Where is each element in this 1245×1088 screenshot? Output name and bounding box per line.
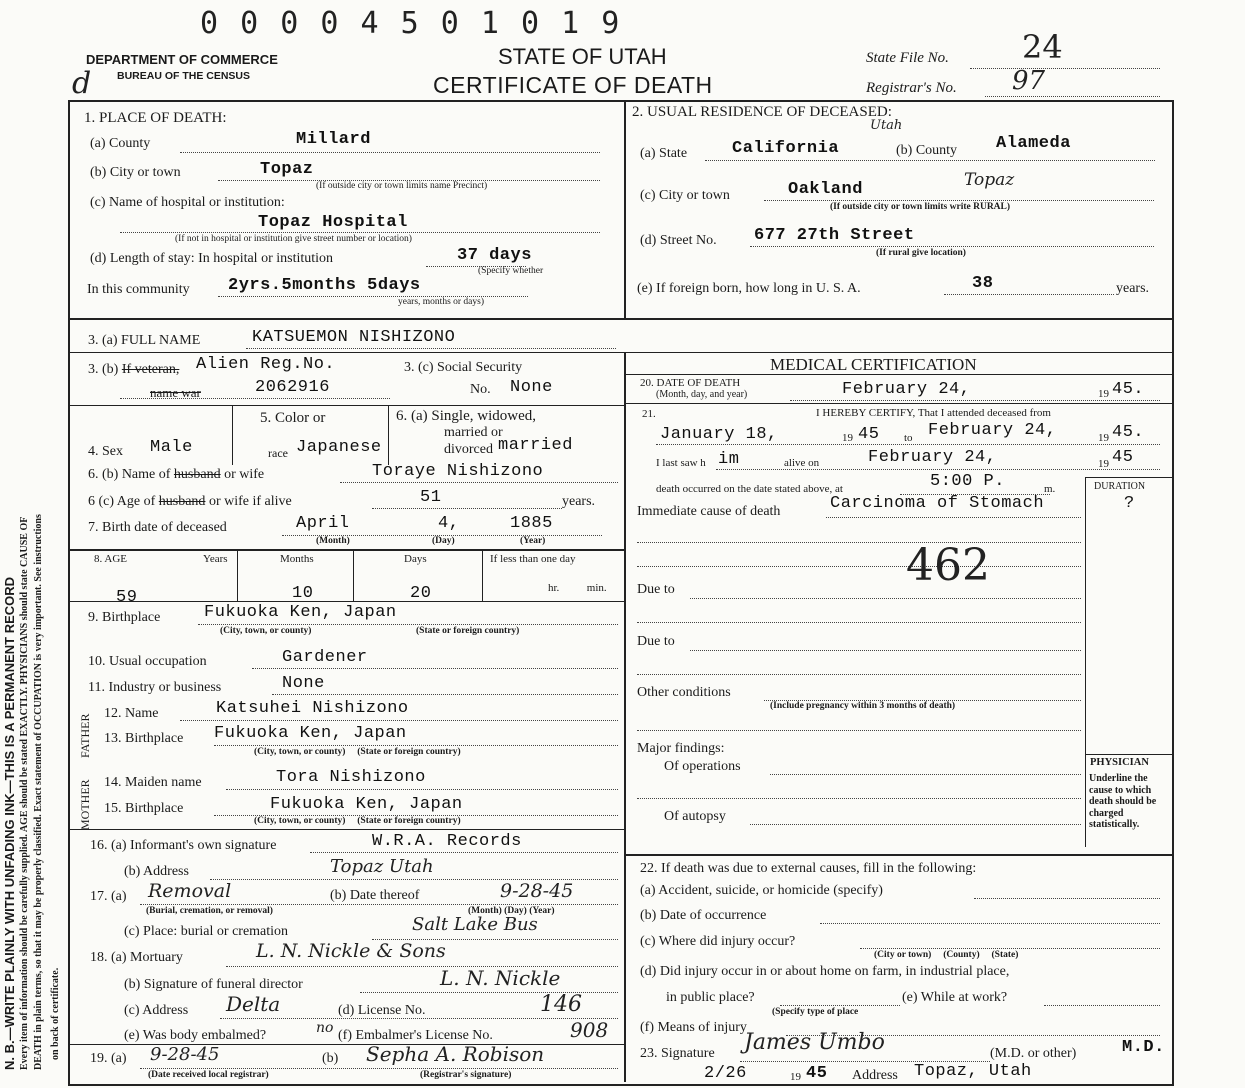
industry-value: None xyxy=(282,674,325,693)
birthplace-note-2: (State or foreign country) xyxy=(416,626,520,636)
stay-label: (d) Length of stay: In hospital or institution xyxy=(90,251,334,266)
dod-value: February 24, xyxy=(842,380,971,399)
res-street-value: 677 27th Street xyxy=(754,226,915,245)
occurred-label: death occurred on the date stated above, at xyxy=(656,483,843,495)
duration-divider xyxy=(1085,477,1086,847)
attended-to-year: 45. xyxy=(1112,423,1145,442)
full-name-label: 3. (a) FULL NAME xyxy=(88,333,201,348)
external-e: (e) While at work? xyxy=(902,990,1008,1005)
operations-label: Of operations xyxy=(664,759,741,774)
director-label: (b) Signature of funeral director xyxy=(124,977,303,992)
embalmed-label: (e) Was body embalmed? xyxy=(124,1028,267,1043)
industry-label: 11. Industry or business xyxy=(88,680,222,695)
place-of-death-heading: 1. PLACE OF DEATH: xyxy=(84,110,227,126)
medical-bottom-line xyxy=(624,854,1172,856)
mother-name-line xyxy=(226,789,618,790)
immediate-label: Immediate cause of death xyxy=(637,504,781,519)
sex-label: 4. Sex xyxy=(88,444,123,459)
middle-divider xyxy=(624,352,626,1082)
city-note: (If outside city or town limits name Precinct) xyxy=(316,181,488,191)
last-saw-label: I last saw h xyxy=(656,457,706,469)
birth-year: 1885 xyxy=(510,514,553,533)
marital-label-1: 6. (a) Single, widowed, xyxy=(396,408,536,424)
dod-19: 19 xyxy=(1098,388,1109,400)
external-d2: in public place? xyxy=(666,990,755,1005)
res-foreign-value: 38 xyxy=(972,274,994,293)
external-c: (c) Where did injury occur? xyxy=(640,934,796,949)
physician-heading: PHYSICIAN xyxy=(1090,757,1149,768)
department-label: DEPARTMENT OF COMMERCE xyxy=(86,52,278,67)
external-b: (b) Date of occurrence xyxy=(640,908,767,923)
parents-bottom-line xyxy=(68,829,624,830)
ss-label: 3. (c) Social Security xyxy=(404,360,523,375)
burial-place-value: Salt Lake Bus xyxy=(412,914,538,935)
res-state-label: (a) State xyxy=(640,146,688,161)
marital-label-3: divorced xyxy=(444,442,493,457)
due-to-1-label: Due to xyxy=(637,582,675,597)
received-label: 19. (a) xyxy=(90,1051,127,1066)
mother-bp-value: Fukuoka Ken, Japan xyxy=(270,795,463,814)
city-value: Topaz xyxy=(260,160,314,179)
due-to-1-line xyxy=(690,598,1081,599)
certify-text: I HEREBY CERTIFY, That I attended deceased from xyxy=(816,407,1051,419)
external-heading: 22. If death was due to external causes, fill in the following: xyxy=(640,861,977,876)
signature-date: 2/26 xyxy=(704,1064,747,1083)
external-a: (a) Accident, suicide, or homicide (specify) xyxy=(640,883,883,898)
embalmer-value: 908 xyxy=(570,1018,609,1042)
signature-label: 23. Signature xyxy=(640,1046,715,1061)
res-state-correction: Utah xyxy=(870,118,903,133)
res-foreign-label: (e) If foreign born, how long in U. S. A. xyxy=(637,281,861,296)
birth-day-note: (Day) xyxy=(432,536,455,546)
state-file-label: State File No. xyxy=(866,50,949,66)
other-conditions-note: (Include pregnancy within 3 months of death) xyxy=(770,701,956,711)
marital-value: married xyxy=(498,436,573,455)
md-value: M.D. xyxy=(1122,1038,1165,1057)
res-street-label: (d) Street No. xyxy=(640,233,717,248)
spouse-label: 6. (b) Name of husband or wife xyxy=(88,467,265,482)
birthplace-line xyxy=(198,624,618,625)
last-saw-year: 45 xyxy=(1112,448,1134,467)
father-bp-label: 13. Birthplace xyxy=(104,731,184,746)
occupation-line xyxy=(252,668,618,669)
duration-label: DURATION xyxy=(1094,481,1146,492)
age-months: 10 xyxy=(292,584,314,603)
autopsy-label: Of autopsy xyxy=(664,809,726,824)
sidebar-instructions-3: on back of certificate. xyxy=(50,967,61,1060)
external-e-line xyxy=(1044,1005,1160,1006)
attended-line xyxy=(656,444,1160,445)
industry-line xyxy=(272,694,618,695)
major-findings-label: Major findings: xyxy=(637,741,725,756)
name-line xyxy=(68,352,1172,353)
informant-value: W.R.A. Records xyxy=(372,832,522,851)
registrar-note: (Registrar's signature) xyxy=(420,1070,512,1080)
birthplace-value: Fukuoka Ken, Japan xyxy=(204,603,397,622)
spouse-value: Toraye Nishizono xyxy=(372,462,544,481)
registrar-line xyxy=(985,96,1160,97)
death-time: 5:00 P. xyxy=(930,472,1005,491)
mother-name-label: 14. Maiden name xyxy=(104,775,202,790)
full-name-value: KATSUEMON NISHIZONO xyxy=(252,328,456,347)
age-div-3 xyxy=(482,549,483,601)
age-div-2 xyxy=(353,549,354,601)
city-label: (b) City or town xyxy=(90,165,181,180)
spouse-age-line xyxy=(372,508,562,509)
res-county-label: (b) County xyxy=(896,143,958,158)
birth-month-note: (Month) xyxy=(316,536,350,546)
mortuary-value: L. N. Nickle & Sons xyxy=(256,940,446,962)
color-label: 5. Color or xyxy=(260,410,326,426)
serial-number: 0 0 0 0 4 5 0 1 0 1 9 xyxy=(200,6,622,41)
informant-addr-label: (b) Address xyxy=(124,864,189,879)
hr-min-label: hr. min. xyxy=(548,582,607,594)
hospital-value: Topaz Hospital xyxy=(258,213,408,232)
external-a-line xyxy=(974,898,1160,899)
dod-year: 45. xyxy=(1112,380,1145,399)
burial-place-label: (c) Place: burial or cremation xyxy=(124,924,289,939)
birth-date-label: 7. Birth date of deceased xyxy=(88,520,227,535)
external-d2-line xyxy=(780,1005,900,1006)
father-name-value: Katsuhei Nishizono xyxy=(216,699,409,718)
sidebar-instructions-2: DEATH in plain terms, so that it may be properly classified. Exact statement of OCCUPATION is very important. See instructions xyxy=(33,514,44,1070)
external-d: (d) Did injury occur in or about home on farm, in industrial place, xyxy=(640,964,1010,979)
less-day-label: If less than one day xyxy=(490,553,576,565)
father-name-line xyxy=(180,720,618,721)
hospital-line xyxy=(120,232,600,233)
burial-date-label: (b) Date thereof xyxy=(330,888,420,903)
informant-line xyxy=(310,852,618,853)
mortuary-label: 18. (a) Mortuary xyxy=(90,950,183,965)
mother-bp-label: 15. Birthplace xyxy=(104,801,184,816)
birthplace-label: 9. Birthplace xyxy=(88,610,161,625)
operations-line xyxy=(770,774,1081,775)
name-war-struck: name war xyxy=(150,385,201,400)
external-f-note: (Specify type of place xyxy=(772,1007,859,1017)
registrar-signature: Sepha A. Robison xyxy=(366,1042,545,1066)
burial-note: (Burial, cremation, or removal) xyxy=(146,906,273,916)
address2-value: Delta xyxy=(226,992,281,1016)
age-top-line xyxy=(68,549,624,551)
sex-divider xyxy=(232,405,233,465)
state-file-number: 24 xyxy=(1022,28,1063,66)
attended-to-19: 19 xyxy=(1098,432,1109,444)
stay-note: (Specify whether xyxy=(478,266,544,276)
immediate-line-2 xyxy=(637,542,1081,543)
res-street-note: (If rural give location) xyxy=(876,248,966,258)
alive-on-label: alive on xyxy=(784,457,820,469)
spouse-age-label: 6 (c) Age of husband or wife if alive xyxy=(88,494,292,509)
birth-month: April xyxy=(296,514,350,533)
community-label: In this community xyxy=(87,282,190,297)
burial-line xyxy=(140,904,618,905)
county-label: (a) County xyxy=(90,136,151,151)
attended-from: January 18, xyxy=(660,425,778,444)
res-state-value: California xyxy=(732,139,840,158)
birth-year-note: (Year) xyxy=(520,536,546,546)
due-to-2-line xyxy=(690,650,1081,651)
attended-to-label: to xyxy=(904,432,913,444)
age-years-label: Years xyxy=(203,553,228,565)
last-saw-value: im xyxy=(718,450,740,469)
age-label: 8. AGE xyxy=(94,553,127,565)
duration-top-line xyxy=(1085,477,1172,478)
ss-value: None xyxy=(510,378,553,397)
res-street-line xyxy=(750,246,1154,247)
received-line xyxy=(140,1068,618,1069)
age-days: 20 xyxy=(410,584,432,603)
dod-note: (Month, day, and year) xyxy=(656,389,748,400)
director-value: L. N. Nickle xyxy=(440,966,561,990)
informant-label: 16. (a) Informant's own signature xyxy=(90,838,277,853)
last-saw-19: 19 xyxy=(1098,458,1109,470)
mother-side-label: MOTHER xyxy=(78,779,92,830)
immediate-value: Carcinoma of Stomach xyxy=(830,494,1045,513)
hospital-label: (c) Name of hospital or institution: xyxy=(90,195,285,210)
top-divider xyxy=(624,100,626,318)
received-note: (Date received local registrar) xyxy=(148,1070,269,1080)
race-value: Japanese xyxy=(296,438,382,457)
birth-day: 4, xyxy=(438,514,460,533)
license-value: 146 xyxy=(540,992,582,1017)
signature-date-year: 45 xyxy=(806,1064,828,1083)
death-time-m: m. xyxy=(1044,483,1056,495)
external-c-line xyxy=(860,948,1160,949)
alien-label: Alien Reg.No. xyxy=(196,355,336,374)
alien-number: 2062916 xyxy=(255,378,330,397)
immediate-line-1 xyxy=(826,517,1081,518)
res-city-correction: Topaz xyxy=(964,170,1015,190)
embalmer-label: (f) Embalmer's License No. xyxy=(338,1028,493,1043)
state-file-line xyxy=(970,68,1160,69)
age-years: 59 xyxy=(116,588,138,607)
burial-label: 17. (a) xyxy=(90,889,127,904)
attended-from-19: 19 xyxy=(842,432,853,444)
community-note: years, months or days) xyxy=(398,297,485,307)
other-conditions-label: Other conditions xyxy=(637,685,731,700)
certificate-title: CERTIFICATE OF DEATH xyxy=(433,72,713,98)
residence-heading: 2. USUAL RESIDENCE OF DECEASED: xyxy=(632,104,892,120)
father-name-label: 12. Name xyxy=(104,706,159,721)
due-to-2-label: Due to xyxy=(637,634,675,649)
state-title: STATE OF UTAH xyxy=(498,44,667,69)
burial-value: Removal xyxy=(148,880,232,902)
address2-label: (c) Address xyxy=(124,1003,189,1018)
other-conditions-line-2 xyxy=(637,730,1081,731)
birthplace-note-1: (City, town, or county) xyxy=(220,626,312,636)
hospital-note: (If not in hospital or institution give street number or location) xyxy=(175,234,412,244)
signature-date-19: 19 xyxy=(790,1071,801,1083)
res-city-label: (c) City or town xyxy=(640,188,730,203)
external-b-line xyxy=(820,923,1160,924)
immediate-line-3 xyxy=(637,566,1081,567)
cause-code: 462 xyxy=(906,540,990,591)
ss-no-label: No. xyxy=(470,382,491,397)
certify-num: 21. xyxy=(642,408,656,420)
physician-signature: James Umbo xyxy=(744,1030,885,1055)
age-bottom-line xyxy=(68,601,624,602)
sex-value: Male xyxy=(150,438,193,457)
last-saw-date: February 24, xyxy=(868,448,997,467)
registrar-number: 97 xyxy=(1012,66,1046,96)
occupation-label: 10. Usual occupation xyxy=(88,654,207,669)
stay-value: 37 days xyxy=(457,246,532,265)
physician-note: Underline the cause to which death should be charged statistically. xyxy=(1089,773,1157,830)
registrar-label: Registrar's No. xyxy=(866,80,957,96)
operations-line-2 xyxy=(637,798,1081,799)
sidebar-notice: N. B.—WRITE PLAINLY WITH UNFADING INK—THIS IS A PERMANENT RECORD xyxy=(2,576,17,1070)
duration-value: ? xyxy=(1124,494,1135,513)
res-city-line xyxy=(764,200,1154,201)
age-months-label: Months xyxy=(280,553,314,565)
medical-heading: MEDICAL CERTIFICATION xyxy=(770,355,977,374)
received-value: 9-28-45 xyxy=(150,1044,220,1065)
external-c-note: (City or town) (County) (State) xyxy=(874,950,1019,960)
dod-bottom-line xyxy=(624,403,1172,404)
row-line-3b xyxy=(68,405,624,406)
age-days-label: Days xyxy=(404,553,427,565)
received-b-label: (b) xyxy=(322,1051,339,1066)
attended-to: February 24, xyxy=(928,421,1057,440)
spouse-line xyxy=(340,482,618,483)
external-f: (f) Means of injury xyxy=(640,1020,747,1035)
res-city-note: (If outside city or town limits write RURAL) xyxy=(830,202,1011,212)
mother-bp-note: (City, town, or county) (State or foreign country) xyxy=(254,816,461,826)
father-bp-value: Fukuoka Ken, Japan xyxy=(214,724,407,743)
res-county-value: Alameda xyxy=(996,134,1071,153)
county-value: Millard xyxy=(296,130,371,149)
alien-line xyxy=(120,398,390,399)
marital-label-2: married or xyxy=(444,425,503,440)
occupation-value: Gardener xyxy=(282,648,368,667)
father-bp-note: (City, town, or county) (State or foreign country) xyxy=(254,747,461,757)
county-line xyxy=(180,152,600,153)
res-foreign-line xyxy=(944,294,1114,295)
dod-line xyxy=(790,400,1160,401)
section-line-1 xyxy=(68,318,1172,320)
physician-top-line xyxy=(1085,754,1172,755)
community-value: 2yrs.5months 5days xyxy=(228,276,421,295)
res-state-line xyxy=(705,160,1155,161)
signature-address: Topaz, Utah xyxy=(914,1062,1032,1081)
signature-address-label: Address xyxy=(852,1068,898,1083)
due-to-1-line-2 xyxy=(637,622,1081,623)
spouse-age-unit: years. xyxy=(562,494,596,509)
license-line xyxy=(220,1018,618,1019)
spouse-age-value: 51 xyxy=(420,488,442,507)
sidebar-instructions-1: Every item of information should be carefully supplied. AGE should be stated EXACTLY. PHYSICIANS should state CAUSE OF xyxy=(19,516,30,1070)
license-label: (d) License No. xyxy=(338,1003,426,1018)
mother-name-value: Tora Nishizono xyxy=(276,768,426,787)
md-or-label: (M.D. or other) xyxy=(990,1046,1077,1061)
race-label: race xyxy=(268,446,288,460)
age-div-1 xyxy=(237,549,238,601)
burial-date-value: 9-28-45 xyxy=(500,880,574,902)
burial-date-note: (Month) (Day) (Year) xyxy=(468,906,555,916)
embalmed-value: no xyxy=(316,1020,334,1036)
last-saw-line xyxy=(716,469,1160,470)
attended-from-year: 45 xyxy=(858,425,880,444)
medical-heading-line xyxy=(624,374,1172,375)
margin-mark: d xyxy=(72,66,92,101)
informant-addr-value: Topaz Utah xyxy=(330,856,434,877)
race-divider xyxy=(388,405,389,465)
autopsy-line xyxy=(750,824,1081,825)
full-name-line xyxy=(246,348,616,349)
dod-label: 20. DATE OF DEATH xyxy=(640,377,741,389)
father-bp-line xyxy=(214,745,618,746)
res-years: years. xyxy=(1116,281,1150,296)
res-city-value: Oakland xyxy=(788,180,863,199)
veteran-label: 3. (b) If veteran, xyxy=(88,362,180,377)
bureau-label: BUREAU OF THE CENSUS xyxy=(117,70,251,82)
due-to-2-line-2 xyxy=(637,674,1081,675)
father-side-label: FATHER xyxy=(78,713,92,758)
